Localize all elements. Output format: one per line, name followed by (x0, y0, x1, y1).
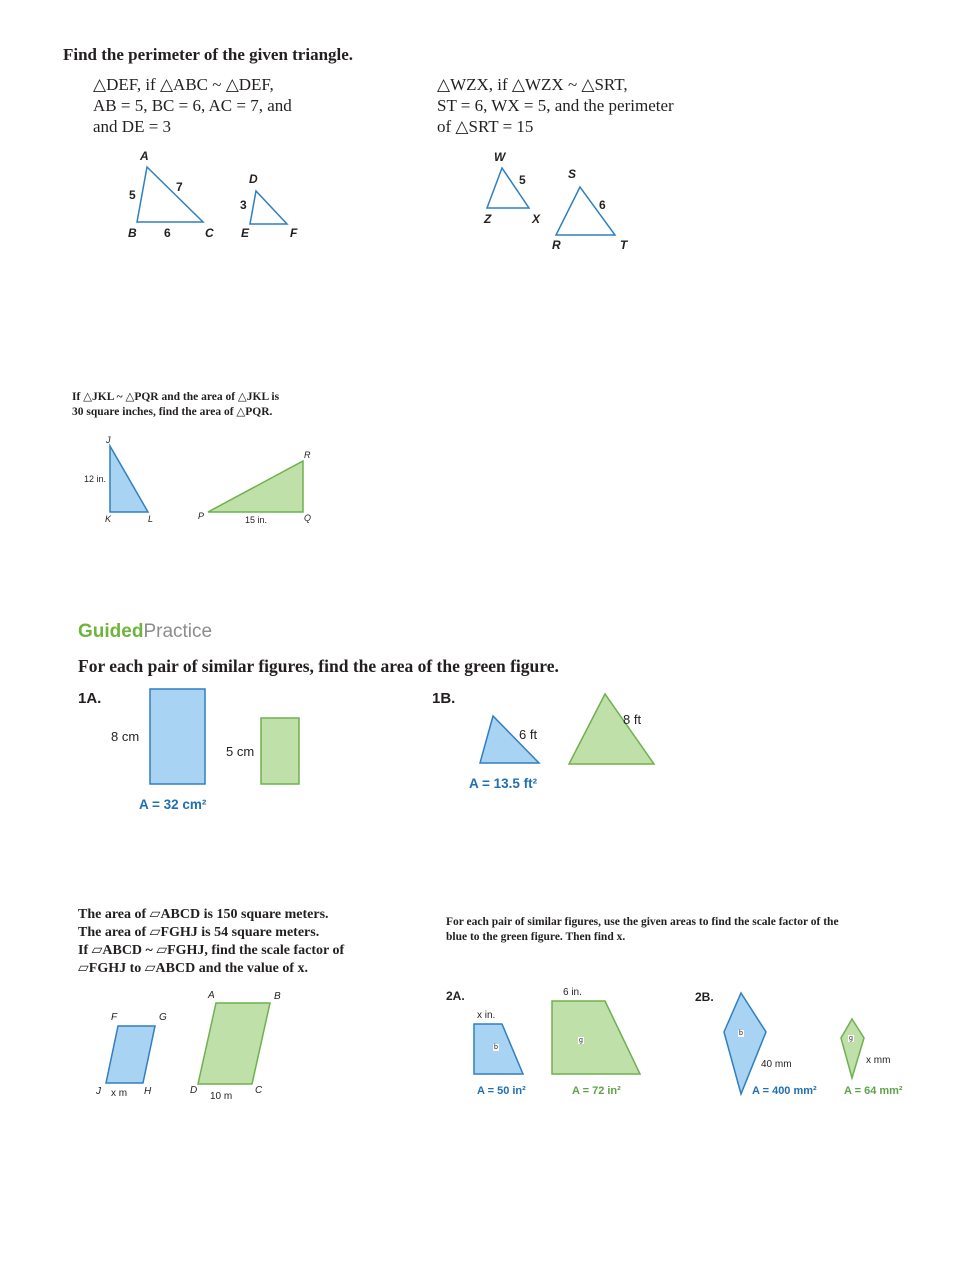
side-jh: x m (111, 1088, 128, 1099)
kite-blue (724, 993, 766, 1094)
side-jk: 12 in. (84, 474, 107, 484)
side-dc: 10 m (210, 1091, 233, 1102)
vertex-w: W (494, 150, 506, 164)
side-st: 6 (599, 198, 606, 212)
guided-heading: For each pair of similar figures, find the area of the green figure. (78, 656, 559, 676)
vertex-b: B (128, 226, 137, 240)
side-2b-blue: 40 mm (761, 1059, 792, 1070)
practice-label: Practice (143, 621, 213, 642)
vertex-f: F (290, 226, 298, 240)
area-2b-green: A = 64 mm² (844, 1085, 903, 1097)
text-line: If ▱ABCD ~ ▱FGHJ, find the scale factor of (78, 943, 345, 958)
vertex-d: D (249, 172, 258, 186)
vertex-a: A (140, 149, 149, 163)
vertex-r: R (552, 238, 561, 252)
text-line: of △SRT = 15 (437, 117, 534, 136)
vertex-p: P (198, 511, 205, 521)
text-line: The area of ▱ABCD is 150 square meters. (78, 907, 329, 922)
vertex-g: G (159, 1012, 167, 1023)
exercise-1a-number: 1A. (78, 690, 102, 707)
side-1a-blue: 8 cm (111, 729, 140, 744)
vertex-a2: A (208, 990, 215, 1001)
side-2a-green: 6 in. (563, 987, 582, 998)
section1-heading: Find the perimeter of the given triangle. (63, 45, 354, 64)
side-1a-green: 5 cm (226, 744, 255, 759)
side-bc: 6 (164, 226, 171, 240)
side-1b-blue: 6 ft (519, 727, 538, 742)
side-wx: 5 (519, 173, 526, 187)
vertex-q: Q (304, 513, 312, 523)
text-line: and DE = 3 (93, 117, 172, 136)
area-1a: A = 32 cm² (139, 797, 207, 812)
side-de: 3 (240, 198, 247, 212)
text-line: ST = 6, WX = 5, and the perimeter (437, 96, 674, 115)
exercise-1b-number: 1B. (432, 690, 456, 707)
text-line: AB = 5, BC = 6, AC = 7, and (93, 96, 292, 115)
mark-2a-blue: b (494, 1044, 498, 1051)
exercise-2a-number: 2A. (446, 989, 465, 1003)
text-line: If △JKL ~ △PQR and the area of △JKL is (72, 391, 280, 403)
area-1b: A = 13.5 ft² (469, 776, 538, 791)
vertex-h: H (144, 1086, 152, 1097)
mark-2b-green: g (849, 1035, 853, 1042)
text-line: △DEF, if △ABC ~ △DEF, (93, 75, 274, 94)
mark-2b-blue: b (739, 1030, 743, 1037)
trapezoid-green (552, 1001, 640, 1074)
guided-label: Guided (78, 621, 144, 642)
vertex-s: S (568, 167, 577, 181)
mark-2a-green: g (579, 1037, 583, 1044)
vertex-f2: F (111, 1012, 118, 1023)
vertex-k: K (105, 514, 112, 524)
vertex-t: T (620, 238, 628, 252)
side-ac: 7 (176, 180, 183, 194)
text-line: blue to the green figure. Then find x. (446, 931, 626, 943)
text-line: For each pair of similar figures, use the given areas to find the scale factor of the (446, 916, 839, 928)
vertex-e: E (241, 226, 250, 240)
vertex-l: L (148, 514, 154, 524)
area-2a-blue: A = 50 in² (477, 1085, 526, 1097)
text-line: 30 square inches, find the area of △PQR. (72, 406, 273, 418)
vertex-j2: J (96, 1086, 101, 1097)
vertex-j: J (106, 435, 111, 445)
side-1b-green: 8 ft (623, 712, 642, 727)
vertex-c2: C (255, 1085, 263, 1096)
vertex-r2: R (304, 450, 311, 460)
side-ab: 5 (129, 188, 136, 202)
text-line: The area of ▱FGHJ is 54 square meters. (78, 925, 320, 940)
vertex-c: C (205, 226, 214, 240)
side-2b-green: x mm (866, 1055, 891, 1066)
vertex-z: Z (484, 212, 492, 226)
vertex-x: X (532, 212, 541, 226)
vertex-d2: D (190, 1085, 198, 1096)
kite-green (841, 1019, 864, 1078)
area-2a-green: A = 72 in² (572, 1085, 621, 1097)
side-pq: 15 in. (245, 515, 268, 525)
vertex-b2: B (274, 991, 281, 1002)
side-2a-blue: x in. (477, 1010, 496, 1021)
text-line: ▱FGHJ to ▱ABCD and the value of x. (78, 961, 308, 976)
exercise-2b-number: 2B. (695, 990, 714, 1004)
text-line: △WZX, if △WZX ~ △SRT, (437, 75, 628, 94)
area-2b-blue: A = 400 mm² (752, 1085, 817, 1097)
